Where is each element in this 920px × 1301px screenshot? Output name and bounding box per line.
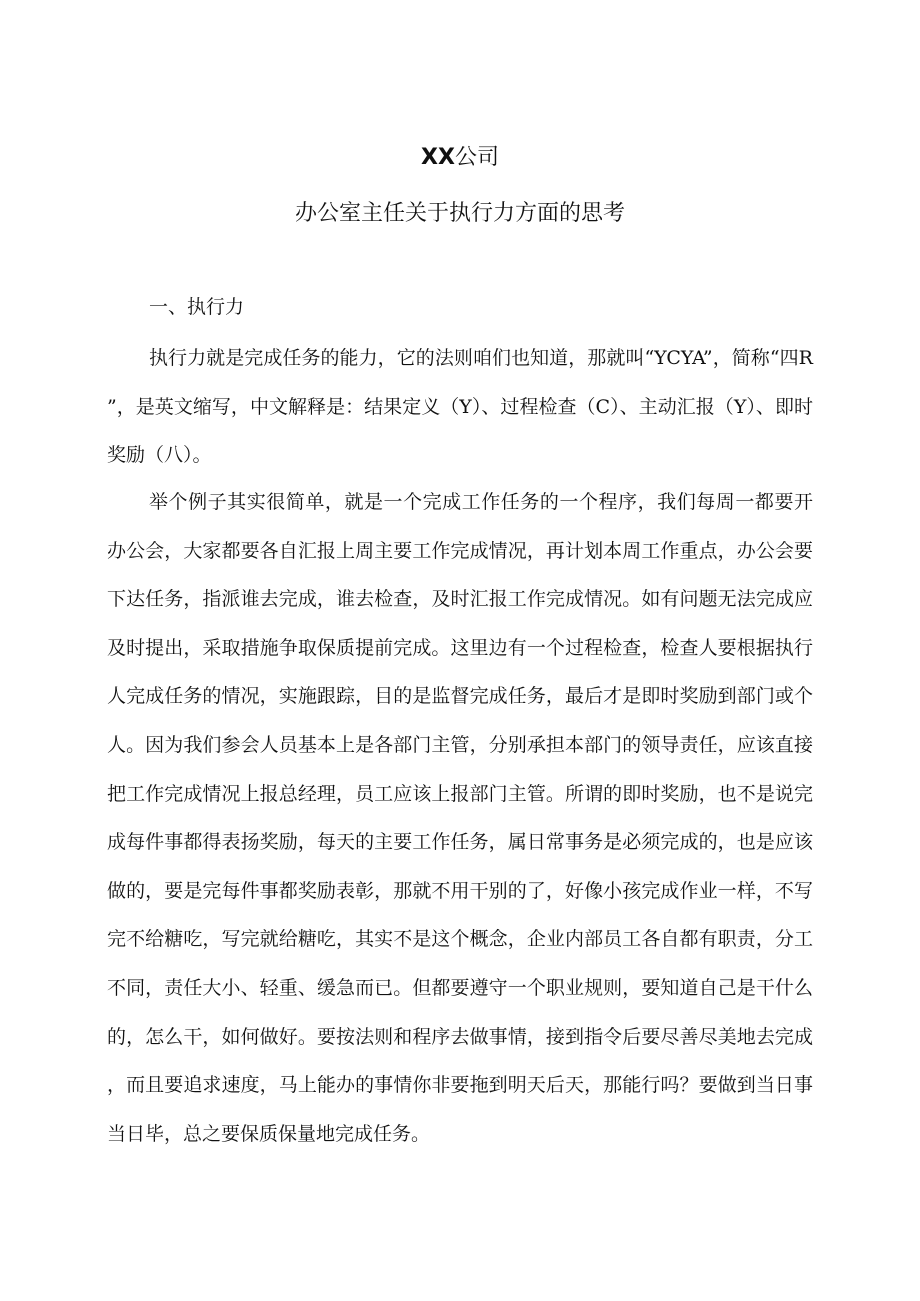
paragraph-definition: 执行力就是完成任务的能力，它的法则咱们也知道，那就叫“YCYA”，简称“四R”，是英文缩写，中文解释是：结果定义（Y）、过程检查（C）、主动汇报（Y）、即时奖励（八）。: [107, 347, 813, 467]
company-prefix: XX: [421, 145, 455, 170]
company-suffix: 公司: [454, 145, 499, 170]
section-heading: 一、执行力: [149, 296, 245, 318]
document-title: 办公室主任关于执行力方面的思考: [294, 201, 625, 226]
company-title: [0, 143, 920, 173]
paragraph-example: 举个例子其实很简单，就是一个完成工作任务的一个程序，我们每周一都要开办公会，大家都要各自汇报上周主要工作完成情况，再计划本周工作重点，办公会要下达任务，指派谁去完成，谁去检查，及时汇报工作完成情况。如有问题无法完成应及时提出，采取措施争取保质提前完成。这里边有一个过程检查，检查人要根据执行人完成任务的情况，实施跟踪，目的是监督完成任务，最后才是即时奖励到部门或个人。因为我们参会人员基本上是各部门主管，分别承担本部门的领导责任，应该直接把工作完成情况上报总经理，员工应该上报部门主管。所谓的即时奖励，也不是说完成每件事都得表扬奖励，每天的主要工作任务，属日常事务是必须完成的，也是应该做的，要是完每件事都奖励表彰，那就不用干别的了，好像小孩完成作业一样，不写完不给糖吃，写完就给糖吃，其实不是这个概念，企业内部员工各自都有职责，分工不同，责任大小、轻重、缓急而已。但都要遵守一个职业规则，要知道自己是干什么的，怎么干，如何做好。要按法则和程序去做事情，接到指令后要尽善尽美地去完成，而且要追求速度，马上能办的事情你非要拖到明天后天，那能行吗？要做到当日事当日毕，总之要保质保量地完成任务。: [107, 491, 813, 1145]
